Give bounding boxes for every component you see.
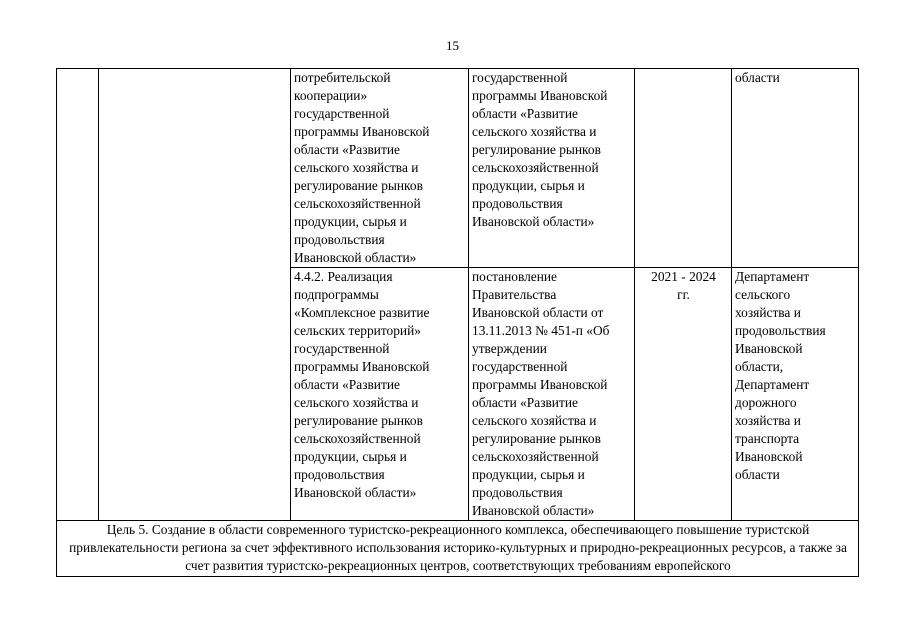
page-number: 15 xyxy=(446,38,459,53)
legal-basis-cell: постановление Правительства Ивановской области от 13.11.2013 № 451-п «Об утверждении государственной программы Ивановской области «Развитие сельского хозяйства и регулирование рынков сельскохозяйственной продукции, сырья и продовольствия Ивановской области» xyxy=(469,268,635,521)
measures-table xyxy=(56,68,859,577)
responsible-cell: области xyxy=(732,69,859,268)
goal-cell: Цель 5. Создание в области современного туристско-рекреационного комплекса, обеспечивающего повышение туристской привлекательности региона за счет эффективного использования историко-культурных и природно-рекреационных ресурсов, а также за счет развития туристско-рекреационных центров, соответствующих требованиям европейского xyxy=(57,521,859,577)
measure-cell: потребительской кооперации» государственной программы Ивановской области «Развитие сельского хозяйства и регулирование рынков сельскохозяйственной продукции, сырья и продовольствия Ивановской области» xyxy=(291,69,469,268)
goal-row xyxy=(57,521,859,577)
table-row xyxy=(57,69,859,268)
legal-basis-cell: государственной программы Ивановской области «Развитие сельского хозяйства и регулирование рынков сельскохозяйственной продукции, сырья и продовольствия Ивановской области» xyxy=(469,69,635,268)
measure-cell: 4.4.2. Реализация подпрограммы «Комплексное развитие сельских территорий» государственной программы Ивановской области «Развитие сельского хозяйства и регулирование рынков сельскохозяйственной продукции, сырья и продовольствия Ивановской области» xyxy=(291,268,469,521)
period-cell: 2021 - 2024 гг. xyxy=(635,268,732,521)
responsible-cell: Департамент сельского хозяйства и продовольствия Ивановской области, Департамент дорожного хозяйства и транспорта Ивановской области xyxy=(732,268,859,521)
row-number-cell xyxy=(57,69,99,521)
task-cell xyxy=(99,69,291,521)
period-cell xyxy=(635,69,732,268)
